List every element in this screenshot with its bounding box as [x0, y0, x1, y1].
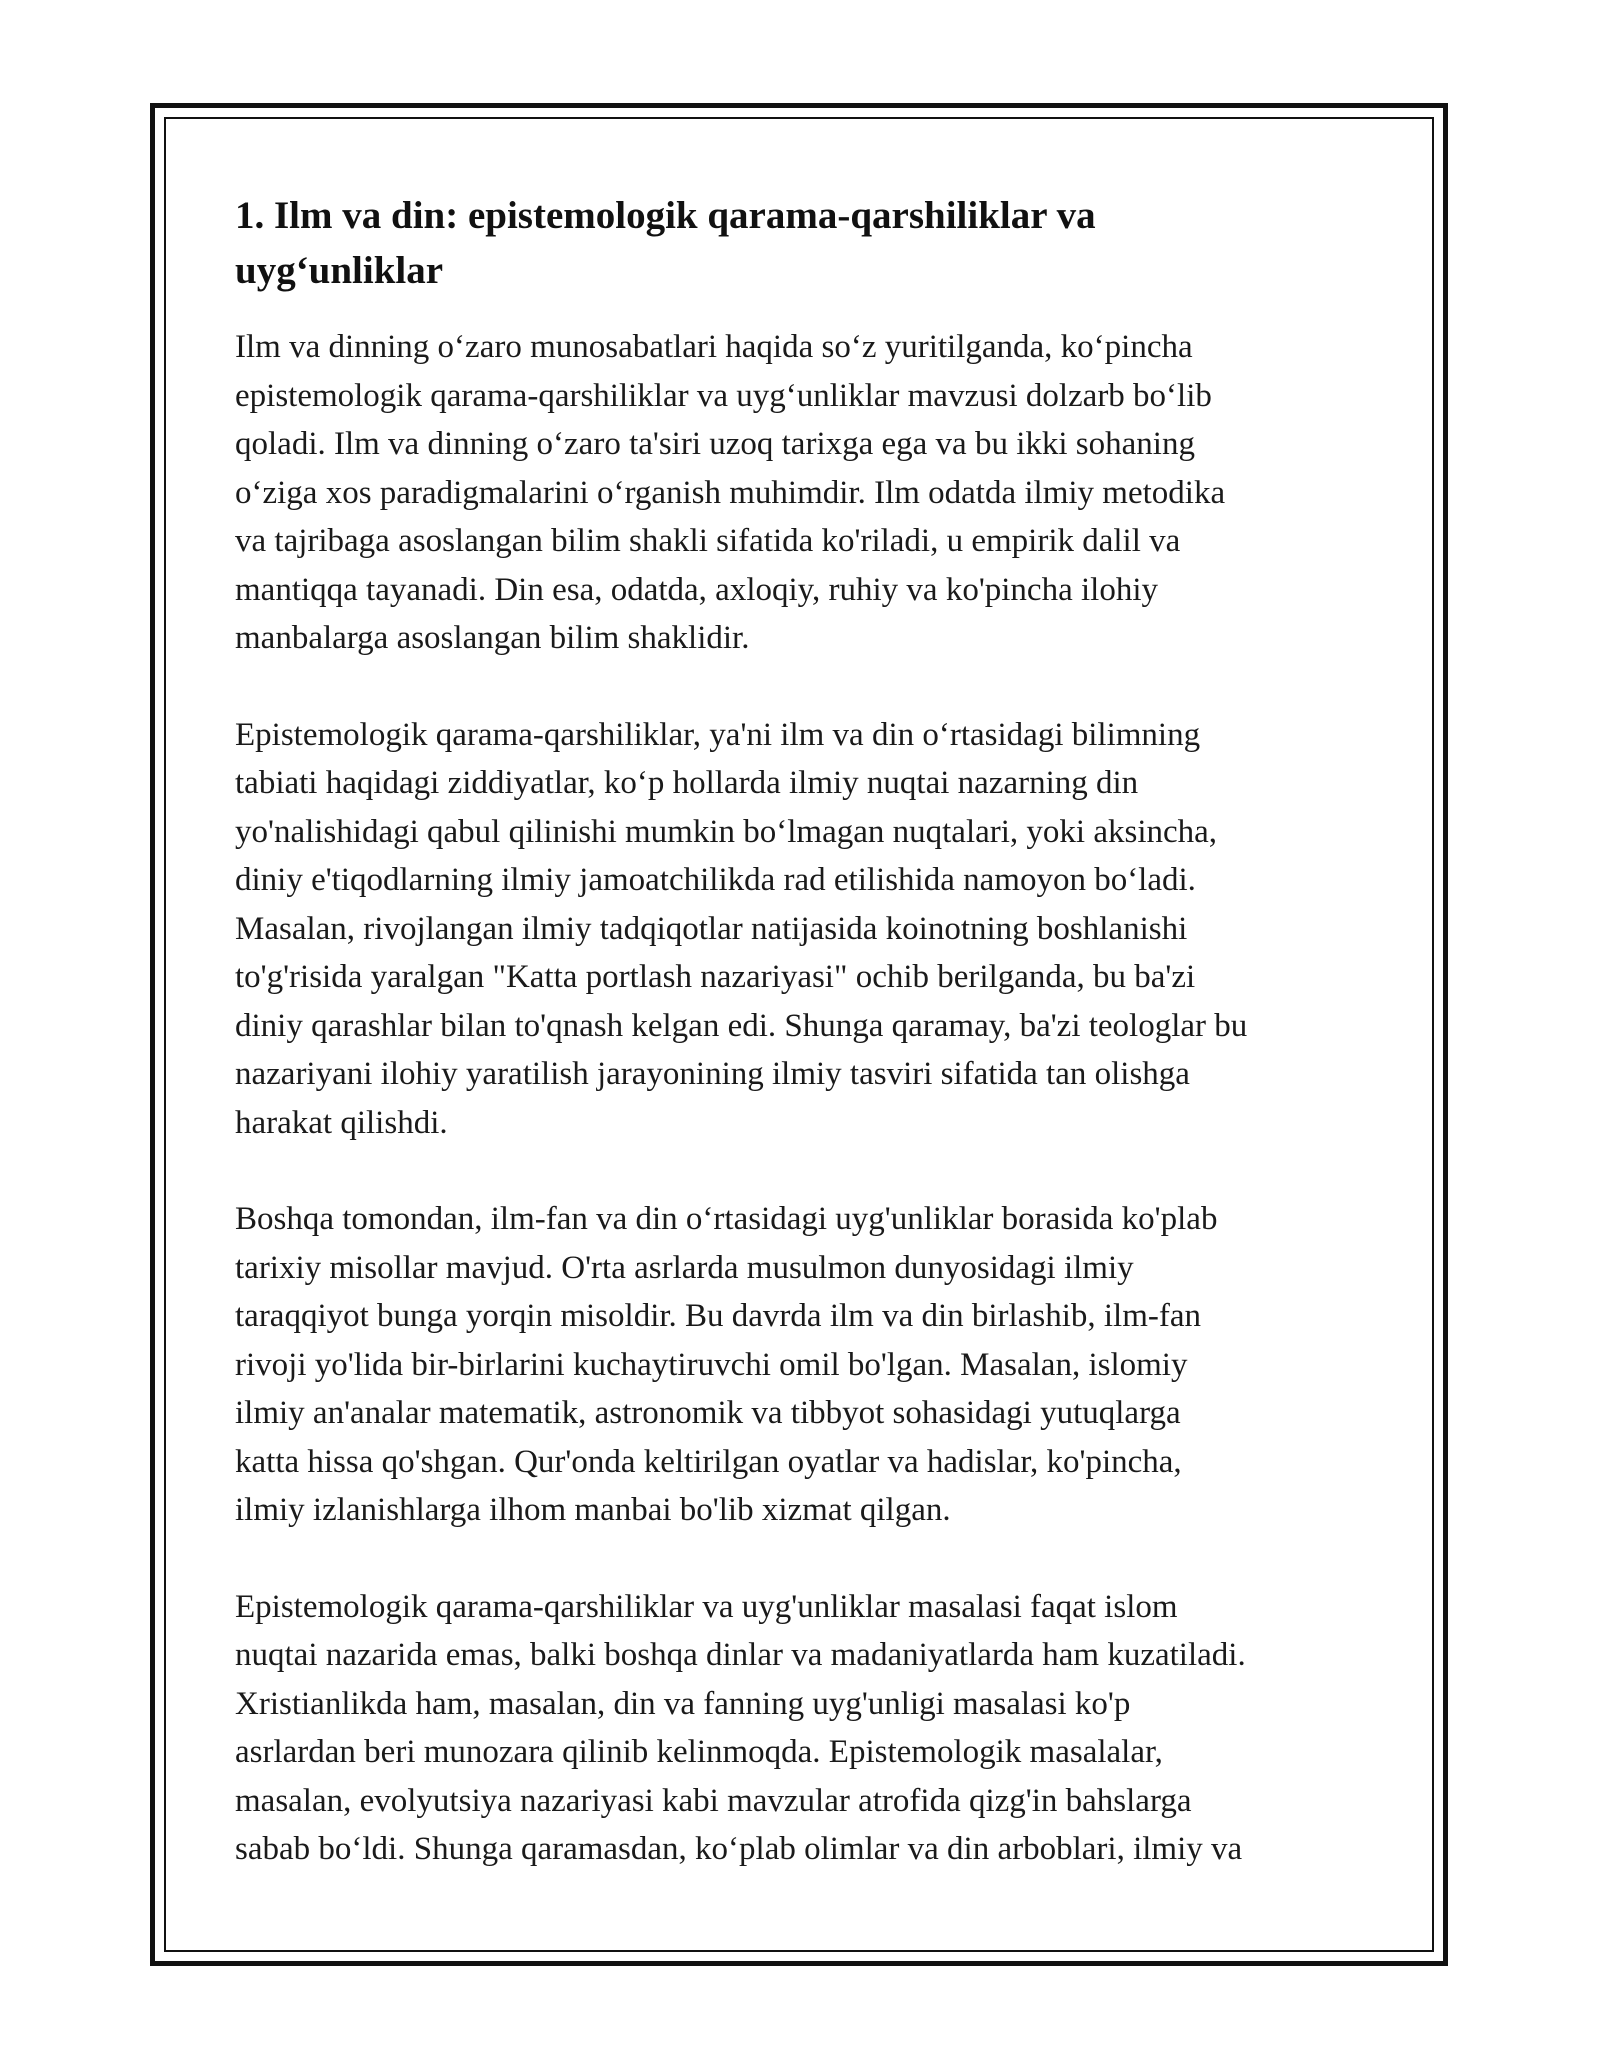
document-body	[235, 188, 1385, 1922]
section-title: 1. Ilm va din: epistemologik qarama-qarshiliklar va uygʻunliklar	[235, 194, 1096, 292]
paragraph-2: Epistemologik qarama-qarshiliklar, ya'ni ilm va din oʻrtasidagi bilimning tabiati haqidagi ziddiyatlar, koʻp hollarda ilmiy nuqtai nazarning din yo'nalishidagi qabul qilinishi mumkin boʻlmagan nuqtalari, yoki aksincha, diniy e'tiqodlarning ilmiy jamoatchilikda rad etilishida namoyon boʻladi. Masalan, rivojlangan ilmiy tadqiqotlar natijasida koinotning boshlanishi to'g'risida yaralgan "Katta portlash nazariyasi" ochib berilganda, bu ba'zi diniy qarashlar bilan to'qnash kelgan edi. Shunga qaramay, ba'zi teologlar bu nazariyani ilohiy yaratilish jarayonining ilmiy tasviri sifatida tan olishga harakat qilishdi.	[235, 716, 1248, 1141]
paragraph-3: Boshqa tomondan, ilm-fan va din oʻrtasidagi uyg'unliklar borasida ko'plab tarixiy misollar mavjud. O'rta asrlarda musulmon dunyosidagi ilmiy taraqqiyot bunga yorqin misoldir. Bu davrda ilm va din birlashib, ilm-fan rivoji yo'lida bir-birlarini kuchaytiruvchi omil bo'lgan. Masalan, islomiy ilmiy an'analar matematik, astronomik va tibbyot sohasidagi yutuqlarga katta hissa qo'shgan. Qur'onda keltirilgan oyatlar va hadislar, ko'pincha, ilmiy izlanishlarga ilhom manbai bo'lib xizmat qilgan.	[235, 1201, 1218, 1528]
paragraph-1: Ilm va dinning oʻzaro munosabatlari haqida soʻz yuritilganda, koʻpincha epistemologik qarama-qarshiliklar va uygʻunliklar mavzusi dolzarb boʻlib qoladi. Ilm va dinning oʻzaro ta'siri uzoq tarixga ega va bu ikki sohaning oʻziga xos paradigmalarini oʻrganish muhimdir. Ilm odatda ilmiy metodika va tajribaga asoslangan bilim shakli sifatida ko'riladi, u empirik dalil va mantiqqa tayanadi. Din esa, odatda, axloqiy, ruhiy va ko'pincha ilohiy manbalarga asoslangan bilim shaklidir.	[235, 329, 1226, 656]
paragraph-4: Epistemologik qarama-qarshiliklar va uyg'unliklar masalasi faqat islom nuqtai nazarida emas, balki boshqa dinlar va madaniyatlarda ham kuzatiladi. Xristianlikda ham, masalan, din va fanning uyg'unligi masalasi ko'p asrlardan beri munozara qilinib kelinmoqda. Epistemologik masalalar, masalan, evolyutsiya nazariyasi kabi mavzular atrofida qizg'in bahslarga sabab boʻldi. Shunga qaramasdan, koʻplab olimlar va din arboblari, ilmiy va	[235, 1588, 1246, 1867]
